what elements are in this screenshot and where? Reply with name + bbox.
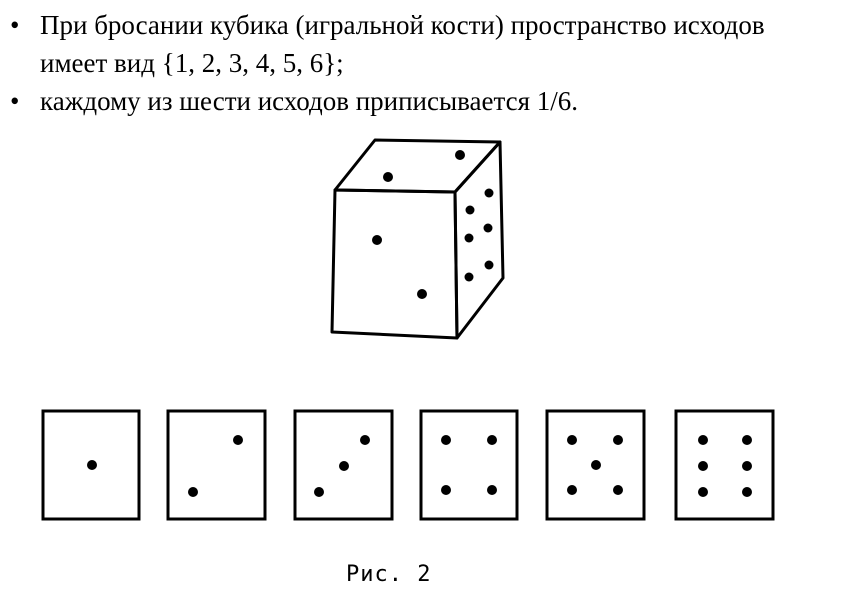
bullet-marker: •	[10, 10, 20, 40]
die-face-3	[295, 411, 392, 519]
bullet-text: При бросании кубика (игральной кости) пространство исходов имеет вид {1, 2, 3, 4, 5, 6};	[40, 10, 765, 78]
die-face-4	[421, 411, 517, 519]
die-face-6	[676, 411, 773, 519]
figure-caption: Рис. 2	[346, 562, 432, 587]
bullet-marker: •	[10, 86, 20, 116]
die-face-2	[168, 411, 265, 519]
die-face-1	[43, 411, 139, 519]
bullet-text: каждому из шести исходов приписывается 1/6.	[40, 86, 579, 116]
die-face-5	[547, 411, 644, 519]
